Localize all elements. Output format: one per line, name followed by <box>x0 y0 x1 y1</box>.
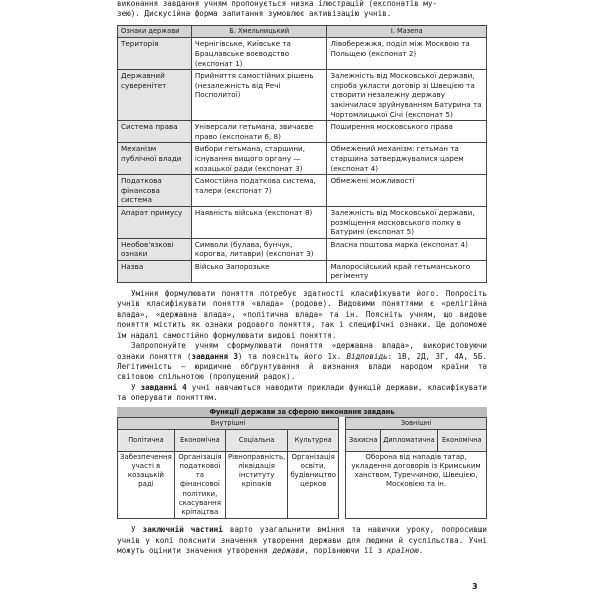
table-cell: Залежність від Московської держави, спроба укласти договір зі Швецією та створити незалежну державу закінчилася зруйнуванням Батурина та Чортомлицької Січі (експонат 5) <box>327 70 487 121</box>
spacer <box>339 417 346 429</box>
state-features-table <box>117 25 487 283</box>
table-row <box>118 206 487 238</box>
table-cell: Власна поштова марка (експонат 4) <box>327 238 487 260</box>
table-cell: Прийняття самостійних рішень (незалежність від Речі Посполитої) <box>191 70 327 121</box>
bold-text: завдання 3 <box>191 351 238 361</box>
table-row <box>118 260 487 282</box>
row-label: Апарат примусу <box>118 206 192 238</box>
table-header-row <box>118 25 487 38</box>
table-row <box>118 175 487 207</box>
text: . <box>418 545 424 555</box>
page <box>117 0 487 600</box>
row-label: Податкова фінансова система <box>118 175 192 207</box>
table-cell: Чернігівське, Київське та Брацлавське воєводство (експонат 1) <box>191 38 327 70</box>
text: , порівнюючи її з <box>304 545 387 555</box>
header-cell: Культурна <box>288 429 339 451</box>
paragraph-task-4 <box>117 383 487 404</box>
italic-text: Відповідь <box>346 351 388 361</box>
text: учні навчаються наводити приклади функцій держави, класифікувати та оперувати поняттям. <box>117 382 488 403</box>
table-cell: Рівноправність, ліквідація інституту кріпаків <box>225 451 287 518</box>
spacer <box>339 451 346 518</box>
header-cell: Економічна <box>174 429 225 451</box>
paragraph-classification: Уміння формулювати поняття потребує здатності класифікувати його. Попросіть учнів класифікувати поняття «влада» (родове). Видовими поняттями є «релігійна влада», «державна влада», «політична влада» та ін. Поясніть учням, що видове поняття містить як ознаки родового поняття, так і специфічні ознаки. Це допоможе їм надалі самостійно формулювати видові поняття. <box>117 289 487 340</box>
header-cell: Соціальна <box>225 429 287 451</box>
table-cell: Залежність від Московської держави, розміщення московського полку в Батурині (експонат 5) <box>327 206 487 238</box>
header-cell: Захисна <box>346 429 381 451</box>
text: У <box>131 525 143 535</box>
italic-text: країною <box>386 545 419 555</box>
paragraph-task-3 <box>117 341 487 383</box>
table-cell: Поширення московського права <box>327 121 487 143</box>
text: варто узагальнити вміння та навички уроку, попросивши учнів у колі пояснити значення утворення держави для людини й суспільства. Учні можуть оцінити значення утворення <box>117 525 487 555</box>
table-row <box>118 121 487 143</box>
table-cell: Символи (булава, бунчук, корогва, литаври) (експонат 3) <box>191 238 327 260</box>
group-row <box>118 417 487 429</box>
row-label: Необов'язкові ознаки <box>118 238 192 260</box>
table-cell: Вибори гетьмана, старшини, існування вищого органу — козацької ради (експонат 3) <box>191 143 327 175</box>
table-cell: Самостійна податкова система, талери (експонат 7) <box>191 175 327 207</box>
header-cell: Політична <box>118 429 175 451</box>
table-cell: Наявність війська (експонат 8) <box>191 206 327 238</box>
header-cell: Економічна <box>437 429 486 451</box>
table-cell: Лівобережжя, поділ між Москвою та Польщею (експонат 2) <box>327 38 487 70</box>
text: : 1В, 2Д, 3Г, 4А, 5Б. Легітимність — юридичне обґрунтування й визнання влади народом країни та світовою спільнотою (пропущений радок). <box>117 351 488 382</box>
table-row <box>118 70 487 121</box>
functions-table-caption: Функції держави за сферою виконання завдань <box>117 407 487 417</box>
table-cell: Військо Запорозьке <box>191 260 327 282</box>
table-cell: Оборона від нападів татар, укладення договорів із Кримським ханством, Туреччиною, Швецією, Московією та ін. <box>346 451 487 518</box>
table-row <box>118 238 487 260</box>
table-row <box>118 451 487 518</box>
row-label: Система права <box>118 121 192 143</box>
group-external: Зовнішні <box>346 417 487 429</box>
header-cell: Б. Хмельницький <box>191 25 327 38</box>
row-label: Територія <box>118 38 192 70</box>
text: ) та поясніть його <box>237 351 328 361</box>
bold-text: заключній частині <box>142 525 223 535</box>
row-label: Державний суверенітет <box>118 70 192 121</box>
italic-text: держави <box>272 545 305 555</box>
paragraph-conclusion <box>117 525 487 556</box>
table-cell: Універсали гетьмана, звичаєве право (експонати 6, 8) <box>191 121 327 143</box>
row-label: Механізм публічної влади <box>118 143 192 175</box>
text: 1х. <box>327 351 347 361</box>
table-row <box>118 38 487 70</box>
row-label: Назва <box>118 260 192 282</box>
functions-table <box>117 417 487 520</box>
bold-text: завданні 4 <box>140 382 187 392</box>
page-number: 3 <box>472 582 478 591</box>
header-cell: Ознаки держави <box>118 25 192 38</box>
table-cell: Малоросійський край гетьманського регіменту <box>327 260 487 282</box>
intro-line-1: виконання завдання учням пропонується низка ілюстрацій (експонатів му- <box>117 0 438 8</box>
spacer <box>339 429 346 451</box>
table-cell: Організація освіти, будівництво церков <box>288 451 339 518</box>
header-row <box>118 429 487 451</box>
table-cell: Забезпечення участі в козацькій раді <box>118 451 175 518</box>
table-cell: Організація податкової та фінансової політики, скасування кріпацтва <box>174 451 225 518</box>
intro-line-2: зею). Дискусійна форма запитання зумовлює активізацію учнів. <box>117 9 392 19</box>
table-row <box>118 143 487 175</box>
table-cell: Обмежені можливості <box>327 175 487 207</box>
header-cell: І. Мазепа <box>327 25 487 38</box>
group-internal: Внутрішні <box>118 417 339 429</box>
text: Запропонуйте учням сформулювати поняття «державна влада», використовуючи ознаки поняття ( <box>117 341 487 361</box>
text: У <box>131 382 141 392</box>
header-cell: Дипломатична <box>381 429 437 451</box>
table-cell: Обмежений механізм: гетьман та старшина затверджувалися царем (експонат 4) <box>327 143 487 175</box>
